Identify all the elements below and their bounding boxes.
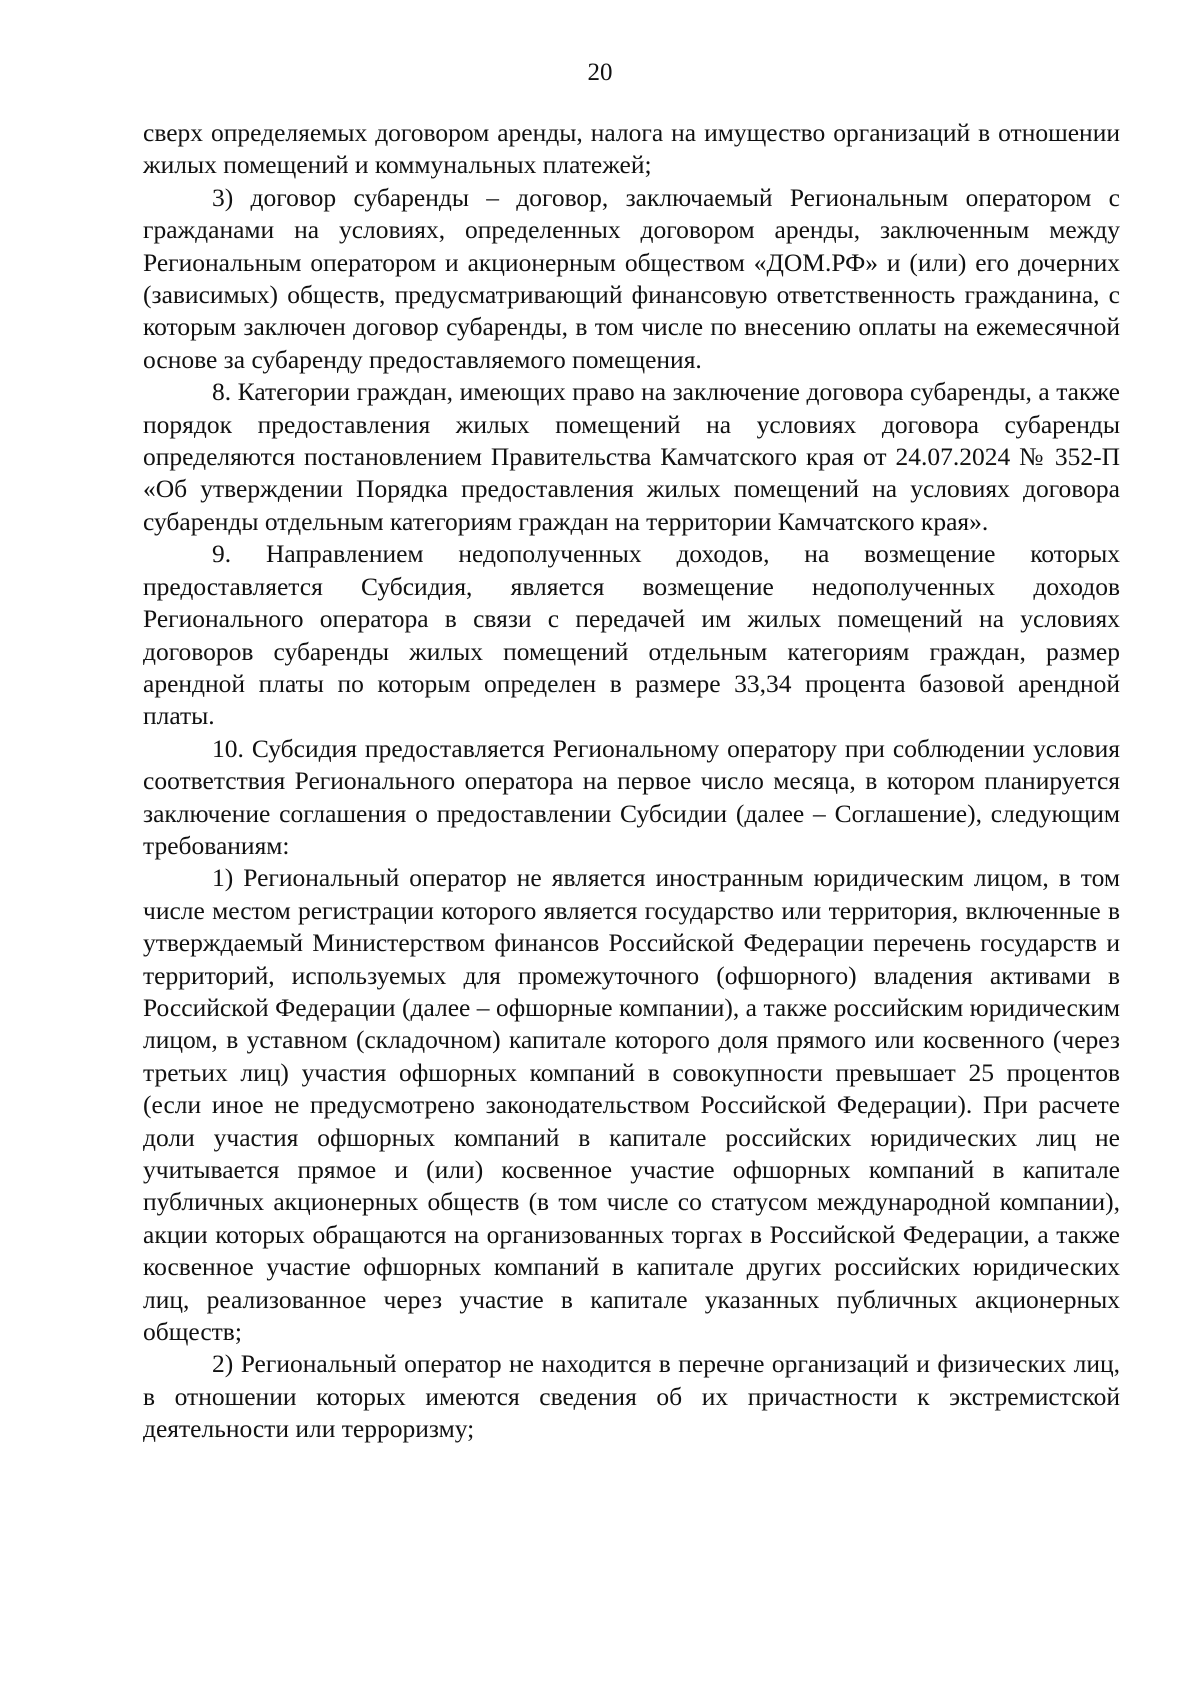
paragraph-continuation: сверх определяемых договором аренды, налога на имущество организаций в отношении жилых помещений и коммунальных платежей; [143,118,1120,180]
page-number: 20 [587,59,613,86]
document-body [143,117,1120,1446]
paragraph-requirement-1-offshore: 1) Региональный оператор не является иностранным юридическим лицом, в том числе местом регистрации которого является государство или территория, включенные в утверждаемый Министерством финансов Российской Федерации перечень государств и территорий, используемых для промежуточного (офшорного) владения активами в Российской Федерации (далее – офшорные компании), а также российским юридическим лицом, в уставном (складочном) капитале которого доля прямого или косвенного (через третьих лиц) участия офшорных компаний в совокупности превышает 25 процентов (если иное не предусмотрено законодательством Российской Федерации). При расчете доли участия офшорных компаний в капитале российских юридических лиц не учитывается прямое и (или) косвенное участие офшорных компаний в капитале публичных акционерных обществ (в том числе со статусом международной компании), акции которых обращаются на организованных торгах в Российской Федерации, а также косвенное участие офшорных компаний в капитале других российских юридических лиц, реализованное через участие в капитале указанных публичных акционерных обществ; [143,863,1120,1347]
paragraph-requirement-2-extremism: 2) Региональный оператор не находится в перечне организаций и физических лиц, в отношении которых имеются сведения об их причастности к экстремистской деятельности или терроризму; [143,1349,1120,1444]
paragraph-item-3-sublease-contract: 3) договор субаренды – договор, заключаемый Региональным оператором с гражданами на условиях, определенных договором аренды, заключенным между Региональным оператором и акционерным обществом «ДОМ.РФ» и (или) его дочерних (зависимых) обществ, предусматривающий финансовую ответственность гражданина, с которым заключен договор субаренды, в том числе по внесению оплаты на ежемесячной основе за субаренду предоставляемого помещения. [143,182,1120,374]
paragraph-8-citizen-categories: 8. Категории граждан, имеющих право на заключение договора субаренды, а также порядок предоставления жилых помещений на условиях договора субаренды определяются постановлением Правительства Камчатского края от 24.07.2024 № 352-П «Об утверждении Порядка предоставления жилых помещений на условиях договора субаренды отдельным категориям граждан на территории Камчатского края». [143,377,1120,536]
paragraph-9-lost-income: 9. Направлением недополученных доходов, на возмещение которых предоставляется Субсидия, является возмещение недополученных доходов Регионального оператора в связи с передачей им жилых помещений на условиях договоров субаренды жилых помещений отдельным категориям граждан, размер арендной платы по которым определен в размере 33,34 процента базовой арендной платы. [143,539,1120,731]
paragraph-10-subsidy-conditions: 10. Субсидия предоставляется Региональному оператору при соблюдении условия соответствия Регионального оператора на первое число месяца, в котором планируется заключение соглашения о предоставлении Субсидии (далее – Соглашение), следующим требованиям: [143,733,1120,860]
